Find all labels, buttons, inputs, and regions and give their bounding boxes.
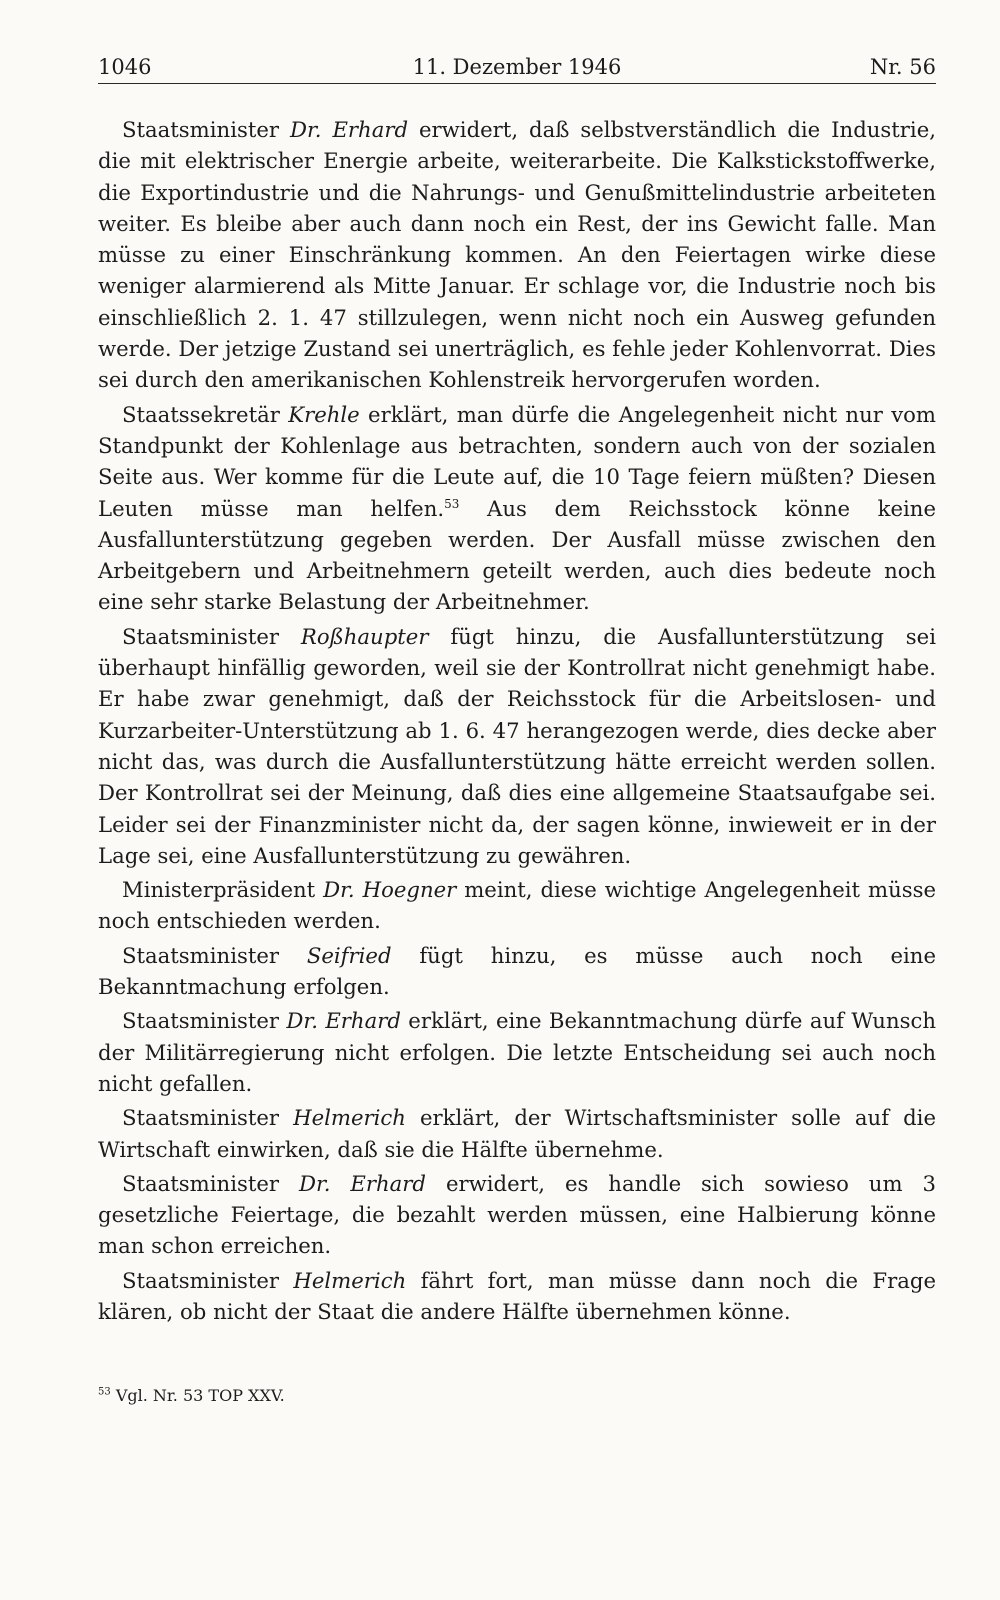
footnote (98, 1385, 936, 1407)
paragraph: Ministerpräsident Dr. Hoegner meint, diese wichtige Angelegenheit müsse noch entschieden werden. (98, 877, 937, 934)
speaker-name: Helmerich (293, 1267, 407, 1293)
paragraph: Staatssekretär Krehle erklärt, man dürfe die Angelegenheit nicht nur vom Standpunkt der Kohlenlage aus betrachten, sondern auch von der sozialen Seite aus. Wer komme für die Leute auf, die 10 Tage feiern müßten? Diesen Leuten müsse man helfen.$^{53}$ Aus dem Reichsstock könne keine Ausfallunterstützung gegeben werden. Der Ausfall müsse zwischen den Arbeitgebern und Arbeitnehmern geteilt werden, auch dies bedeute noch eine sehr starke Belastung der Arbeitnehmer. (98, 401, 937, 615)
header-date: 11. Dezember 1946 (412, 55, 622, 79)
speaker-name: Seifried (306, 942, 392, 968)
paragraph: Staatsminister Helmerich fährt fort, man müsse dann noch die Frage klären, ob nicht der Staat die andere Hälfte übernehmen könne. (98, 1267, 936, 1324)
speaker-name: Roßhaupter (300, 623, 429, 649)
running-header (98, 50, 936, 84)
paragraph: Staatsminister Dr. Erhard erwidert, daß selbstverständlich die Industrie, die mit elektrischer Energie arbeite, weiterarbeite. Die Kalkstickstoffwerke, die Exportindustrie und die Nahrungs- und Genußmittelindustrie arbeiteten weiter. Es bleibe aber auch dann noch ein Rest, der ins Gewicht falle. Man müsse zu einer Einschränkung kommen. An den Feiertagen wirke diese weniger alarmierend als Mitte Januar. Er schlage vor, die Industrie noch bis einschließlich 2. 1. 47 stillzulegen, wenn nicht noch ein Ausweg gefunden werde. Der jetzige Zustand sei unerträglich, es fehle jeder Kohlenvorrat. Dies sei durch den amerikanischen Kohlenstreik hervorgerufen worden. (98, 117, 936, 393)
speaker-name: Dr. Erhard (286, 1008, 401, 1034)
speaker-name: Krehle (288, 401, 360, 427)
paragraph: Staatsminister Helmerich erklärt, der Wirtschaftsminister solle auf die Wirtschaft einwirken, daß sie die Hälfte übernehme. (98, 1105, 936, 1162)
paragraph: Staatsminister Roßhaupter fügt hinzu, die Ausfallunterstützung sei überhaupt hinfällig geworden, weil sie der Kontrollrat nicht genehmigt habe. Er habe zwar genehmigt, daß der Reichsstock für die Arbeitslosen- und Kurzarbeiter-Unterstützung ab 1. 6. 47 herangezogen werde, dies decke aber nicht das, was durch die Ausfallunterstützung hätte erreicht werden sollen. Der Kontrollrat sei der Meinung, daß dies eine allgemeine Staatsaufgabe sei. Leider sei der Finanzminister nicht da, der sagen könne, inwieweit er in der Lage sei, eine Ausfallunterstützung zu gewähren. (98, 623, 936, 868)
paragraph: Staatsminister Dr. Erhard erklärt, eine Bekanntmachung dürfe auf Wunsch der Militärregierung nicht erfolgen. Die letzte Entscheidung sei auch noch nicht gefallen. (98, 1008, 936, 1096)
speaker-name: Helmerich (293, 1105, 406, 1131)
footnote-reference[interactable]: 53 (444, 496, 460, 511)
issue-number: Nr. 56 (869, 55, 936, 79)
paragraph: Staatsminister Dr. Erhard erwidert, es handle sich sowieso um 3 gesetzliche Feiertage, die bezahlt werden müssen, eine Halbierung könne man schon erreichen. (98, 1170, 936, 1259)
speaker-name: Dr. Hoegner (323, 877, 457, 903)
footnote-text: Vgl. Nr. 53 TOP XXV. (110, 1386, 285, 1405)
body-text (98, 114, 936, 1330)
footnote-number: 53 (98, 1386, 111, 1398)
header-rule (98, 83, 936, 84)
speaker-name: Dr. Erhard (289, 117, 409, 142)
page-number: 1046 (98, 55, 152, 79)
paragraph: Staatsminister Seifried fügt hinzu, es müsse auch noch eine Bekanntmachung erfolgen. (98, 942, 936, 1000)
speaker-name: Dr. Erhard (298, 1170, 426, 1196)
